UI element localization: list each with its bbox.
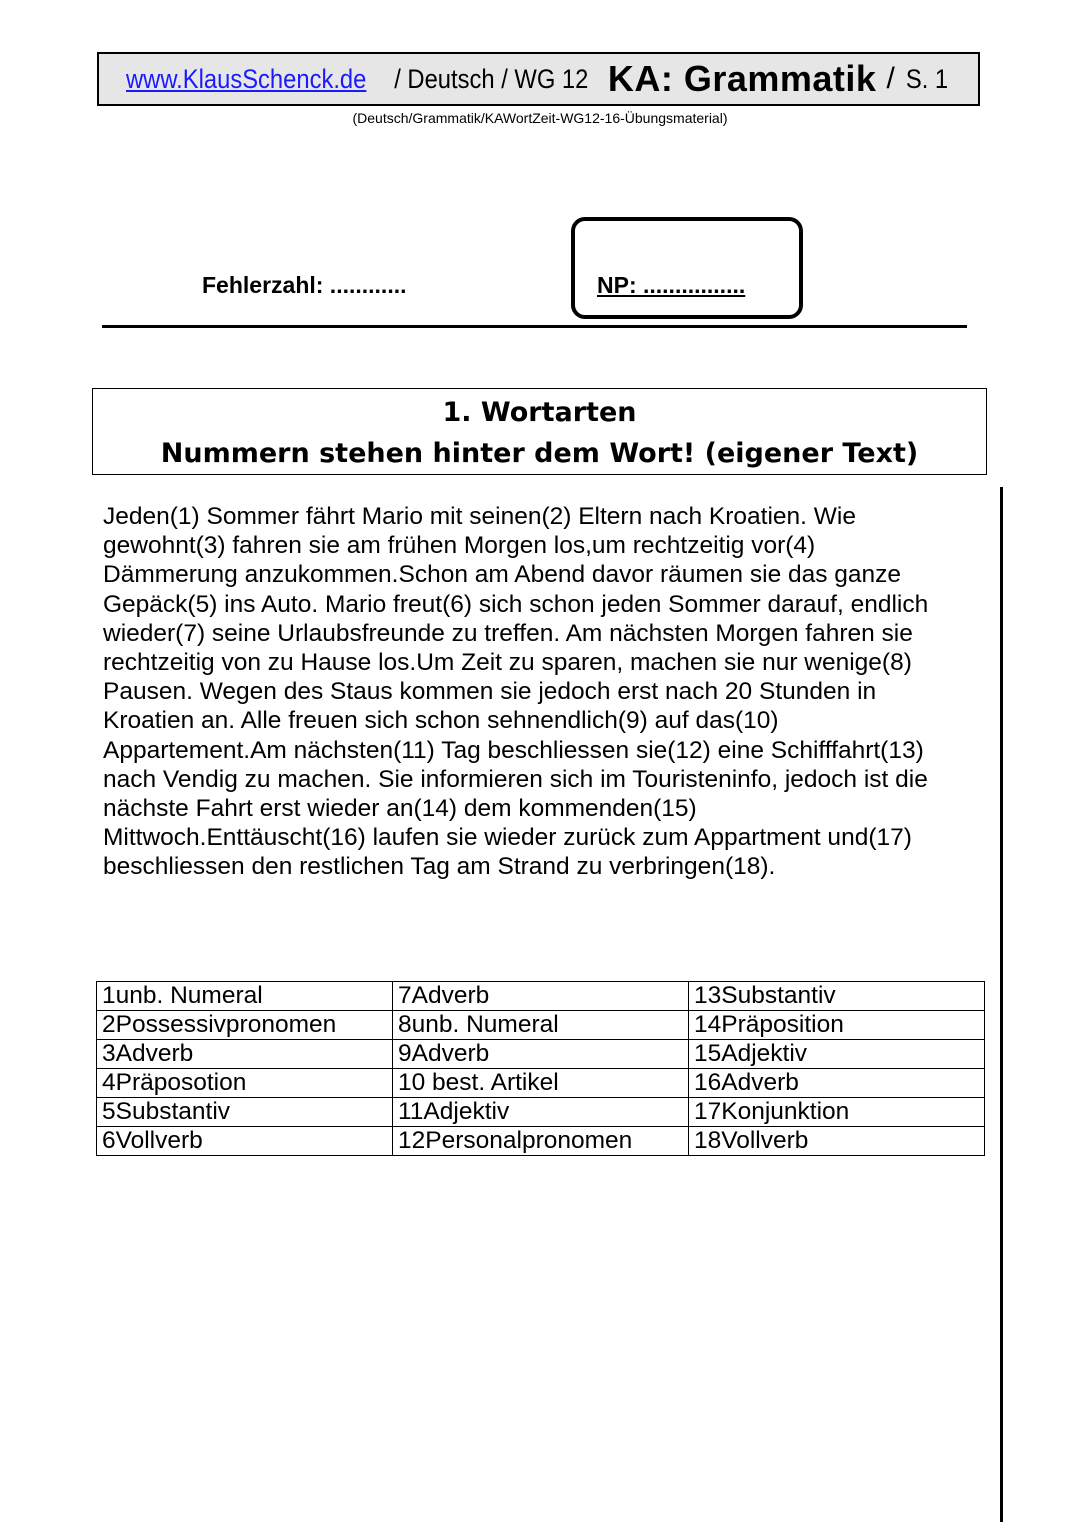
text-line: nach Vendig zu machen. Sie informieren sich im Touristeninfo, jedoch ist die — [103, 765, 928, 793]
text-line: Pausen. Wegen des Staus kommen sie jedoch erst nach 20 Stunden in — [103, 678, 877, 706]
table-row — [97, 1011, 985, 1040]
table-cell: 4Präposotion — [97, 1069, 393, 1098]
table-cell: 10 best. Artikel — [393, 1069, 689, 1098]
text-line: Mittwoch.Enttäuscht(16) laufen sie wieder zurück zum Appartment und(17) — [103, 824, 912, 852]
text-line: rechtzeitig von zu Hause los.Um Zeit zu sparen, machen sie nur wenige(8) — [103, 649, 912, 677]
answer-table — [96, 981, 985, 1156]
table-row — [97, 1098, 985, 1127]
table-row — [97, 1127, 985, 1156]
text-line: gewohnt(3) fahren sie am frühen Morgen los,um rechtzeitig vor(4) — [103, 532, 816, 560]
text-line: Gepäck(5) ins Auto. Mario freut(6) sich schon jeden Sommer darauf, endlich — [103, 590, 929, 618]
table-cell: 1unb. Numeral — [97, 982, 393, 1011]
section-subtitle: Nummern stehen hinter dem Wort! (eigener Text) — [160, 438, 919, 469]
table-row — [97, 1069, 985, 1098]
text-line: nächste Fahrt erst wieder an(14) dem kommenden(15) — [103, 795, 697, 823]
text-line: wieder(7) seine Urlaubsfreunde zu treffen. Am nächsten Morgen fahren sie — [103, 619, 913, 647]
table-cell: 7Adverb — [393, 982, 689, 1011]
table-cell: 16Adverb — [689, 1069, 985, 1098]
text-line: Kroatien an. Alle freuen sich schon sehnendlich(9) auf das(10) — [103, 707, 779, 735]
exam-title: KA: Grammatik — [607, 58, 877, 99]
margin-line — [1000, 487, 1003, 1522]
subject-label: / Deutsch / WG 12 — [394, 63, 589, 94]
table-cell: 15Adjektiv — [689, 1040, 985, 1069]
table-row — [97, 1040, 985, 1069]
np-box — [571, 217, 803, 319]
table-cell: 2Possessivpronomen — [97, 1011, 393, 1040]
table-cell: 18Vollverb — [689, 1127, 985, 1156]
divider — [102, 325, 967, 328]
website-link[interactable]: www.KlausSchenck.de — [126, 63, 367, 94]
table-row — [97, 982, 985, 1011]
section-title: 1. Wortarten — [442, 397, 637, 428]
slash-separator: / — [886, 62, 895, 95]
exercise-text — [103, 502, 983, 882]
fehlerzahl-field: Fehlerzahl: ............ — [202, 272, 407, 298]
page-number: S. 1 — [905, 63, 948, 94]
file-path: (Deutsch/Grammatik/KAWortZeit-WG12-16-Übungsmaterial) — [352, 110, 728, 126]
section-heading-box — [92, 388, 987, 475]
header-box — [97, 52, 980, 106]
table-cell: 17Konjunktion — [689, 1098, 985, 1127]
text-line: Dämmerung anzukommen.Schon am Abend davor räumen sie das ganze — [103, 561, 902, 589]
table-cell: 6Vollverb — [97, 1127, 393, 1156]
text-line: beschliessen den restlichen Tag am Strand zu verbringen(18). — [103, 853, 776, 881]
table-cell: 9Adverb — [393, 1040, 689, 1069]
table-cell: 5Substantiv — [97, 1098, 393, 1127]
table-cell: 8unb. Numeral — [393, 1011, 689, 1040]
text-line: Appartement.Am nächsten(11) Tag beschliessen sie(12) eine Schifffahrt(13) — [103, 736, 924, 764]
np-field: NP: ................ — [597, 272, 746, 298]
table-cell: 11Adjektiv — [393, 1098, 689, 1127]
text-line: Jeden(1) Sommer fährt Mario mit seinen(2) Eltern nach Kroatien. Wie — [103, 503, 856, 530]
table-cell: 12Personalpronomen — [393, 1127, 689, 1156]
table-cell: 13Substantiv — [689, 982, 985, 1011]
table-cell: 14Präposition — [689, 1011, 985, 1040]
table-cell: 3Adverb — [97, 1040, 393, 1069]
